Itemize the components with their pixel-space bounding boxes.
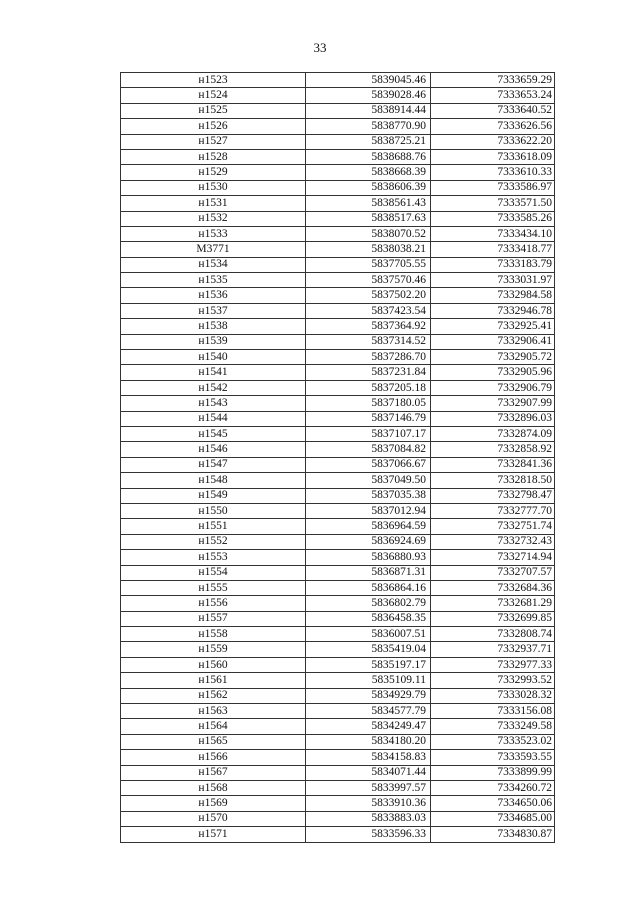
point-name-cell: н1542 [121,380,306,395]
table-row [121,226,555,241]
y-coordinate-cell: 7334830.87 [431,827,555,842]
table-row [121,457,555,472]
point-name-cell: н1568 [121,780,306,795]
table-row [121,657,555,672]
y-coordinate-cell: 7332905.72 [431,350,555,365]
x-coordinate-cell: 5838606.39 [306,180,431,195]
table-row [121,149,555,164]
point-name-cell: н1549 [121,488,306,503]
table-row [121,811,555,826]
point-name-cell: н1571 [121,827,306,842]
point-name-cell: н1543 [121,396,306,411]
x-coordinate-cell: 5839028.46 [306,88,431,103]
x-coordinate-cell: 5837502.20 [306,288,431,303]
table-row [121,611,555,626]
y-coordinate-cell: 7332984.58 [431,288,555,303]
y-coordinate-cell: 7333523.02 [431,734,555,749]
table-row [121,73,555,88]
coordinates-table [120,72,555,843]
point-name-cell: н1560 [121,657,306,672]
x-coordinate-cell: 5837314.52 [306,334,431,349]
y-coordinate-cell: 7333418.77 [431,242,555,257]
point-name-cell: н1524 [121,88,306,103]
table-row [121,704,555,719]
table-row [121,88,555,103]
point-name-cell: н1559 [121,642,306,657]
y-coordinate-cell: 7333031.97 [431,273,555,288]
point-name-cell: н1539 [121,334,306,349]
coordinates-table-body [121,73,555,843]
x-coordinate-cell: 5837231.84 [306,365,431,380]
table-row [121,365,555,380]
y-coordinate-cell: 7334260.72 [431,780,555,795]
point-name-cell: н1536 [121,288,306,303]
x-coordinate-cell: 5837035.38 [306,488,431,503]
point-name-cell: н1535 [121,273,306,288]
table-row [121,780,555,795]
point-name-cell: н1530 [121,180,306,195]
x-coordinate-cell: 5837012.94 [306,503,431,518]
table-row [121,180,555,195]
y-coordinate-cell: 7332946.78 [431,303,555,318]
y-coordinate-cell: 7332751.74 [431,519,555,534]
y-coordinate-cell: 7333659.29 [431,73,555,88]
table-row [121,750,555,765]
table-row [121,503,555,518]
y-coordinate-cell: 7333156.08 [431,704,555,719]
x-coordinate-cell: 5833997.57 [306,780,431,795]
x-coordinate-cell: 5836458.35 [306,611,431,626]
x-coordinate-cell: 5837066.67 [306,457,431,472]
point-name-cell: н1525 [121,103,306,118]
y-coordinate-cell: 7332798.47 [431,488,555,503]
table-row [121,396,555,411]
y-coordinate-cell: 7333610.33 [431,165,555,180]
x-coordinate-cell: 5836880.93 [306,550,431,565]
table-row [121,257,555,272]
y-coordinate-cell: 7333640.52 [431,103,555,118]
x-coordinate-cell: 5837049.50 [306,473,431,488]
x-coordinate-cell: 5835419.04 [306,642,431,657]
table-row [121,411,555,426]
table-row [121,242,555,257]
y-coordinate-cell: 7332841.36 [431,457,555,472]
point-name-cell: н1555 [121,580,306,595]
table-row [121,565,555,580]
table-row [121,673,555,688]
y-coordinate-cell: 7332777.70 [431,503,555,518]
x-coordinate-cell: 5834158.83 [306,750,431,765]
point-name-cell: н1551 [121,519,306,534]
point-name-cell: н1566 [121,750,306,765]
table-row [121,534,555,549]
point-name-cell: н1562 [121,688,306,703]
x-coordinate-cell: 5837146.79 [306,411,431,426]
x-coordinate-cell: 5835197.17 [306,657,431,672]
x-coordinate-cell: 5833883.03 [306,811,431,826]
point-name-cell: н1565 [121,734,306,749]
y-coordinate-cell: 7333249.58 [431,719,555,734]
y-coordinate-cell: 7333183.79 [431,257,555,272]
x-coordinate-cell: 5836964.59 [306,519,431,534]
y-coordinate-cell: 7333571.50 [431,196,555,211]
point-name-cell: н1544 [121,411,306,426]
y-coordinate-cell: 7332858.92 [431,442,555,457]
y-coordinate-cell: 7332907.99 [431,396,555,411]
x-coordinate-cell: 5836871.31 [306,565,431,580]
y-coordinate-cell: 7333593.55 [431,750,555,765]
x-coordinate-cell: 5837286.70 [306,350,431,365]
point-name-cell: н1541 [121,365,306,380]
x-coordinate-cell: 5834577.79 [306,704,431,719]
y-coordinate-cell: 7332732.43 [431,534,555,549]
point-name-cell: н1550 [121,503,306,518]
point-name-cell: н1531 [121,196,306,211]
x-coordinate-cell: 5835109.11 [306,673,431,688]
y-coordinate-cell: 7332684.36 [431,580,555,595]
x-coordinate-cell: 5839045.46 [306,73,431,88]
x-coordinate-cell: 5838770.90 [306,119,431,134]
x-coordinate-cell: 5838688.76 [306,149,431,164]
point-name-cell: М3771 [121,242,306,257]
table-row [121,119,555,134]
x-coordinate-cell: 5838038.21 [306,242,431,257]
x-coordinate-cell: 5837107.17 [306,426,431,441]
x-coordinate-cell: 5837364.92 [306,319,431,334]
point-name-cell: н1532 [121,211,306,226]
y-coordinate-cell: 7333626.56 [431,119,555,134]
y-coordinate-cell: 7333653.24 [431,88,555,103]
table-row [121,134,555,149]
table-row [121,103,555,118]
point-name-cell: н1548 [121,473,306,488]
point-name-cell: н1538 [121,319,306,334]
point-name-cell: н1558 [121,627,306,642]
x-coordinate-cell: 5833910.36 [306,796,431,811]
point-name-cell: н1554 [121,565,306,580]
table-row [121,303,555,318]
x-coordinate-cell: 5837084.82 [306,442,431,457]
x-coordinate-cell: 5838517.63 [306,211,431,226]
table-row [121,596,555,611]
y-coordinate-cell: 7332707.57 [431,565,555,580]
x-coordinate-cell: 5834180.20 [306,734,431,749]
point-name-cell: н1527 [121,134,306,149]
y-coordinate-cell: 7332993.52 [431,673,555,688]
y-coordinate-cell: 7333434.10 [431,226,555,241]
table-row [121,165,555,180]
table-row [121,473,555,488]
x-coordinate-cell: 5837180.05 [306,396,431,411]
table-row [121,627,555,642]
y-coordinate-cell: 7332905.96 [431,365,555,380]
table-row [121,196,555,211]
y-coordinate-cell: 7332896.03 [431,411,555,426]
table-row [121,688,555,703]
table-row [121,765,555,780]
x-coordinate-cell: 5836802.79 [306,596,431,611]
table-row [121,211,555,226]
point-name-cell: н1553 [121,550,306,565]
x-coordinate-cell: 5837423.54 [306,303,431,318]
y-coordinate-cell: 7332808.74 [431,627,555,642]
table-row [121,642,555,657]
y-coordinate-cell: 7333899.99 [431,765,555,780]
point-name-cell: н1556 [121,596,306,611]
y-coordinate-cell: 7332937.71 [431,642,555,657]
y-coordinate-cell: 7332977.33 [431,657,555,672]
point-name-cell: н1533 [121,226,306,241]
y-coordinate-cell: 7332818.50 [431,473,555,488]
point-name-cell: н1564 [121,719,306,734]
y-coordinate-cell: 7333618.09 [431,149,555,164]
table-row [121,273,555,288]
table-row [121,380,555,395]
y-coordinate-cell: 7332906.79 [431,380,555,395]
point-name-cell: н1523 [121,73,306,88]
y-coordinate-cell: 7334650.06 [431,796,555,811]
x-coordinate-cell: 5837705.55 [306,257,431,272]
point-name-cell: н1569 [121,796,306,811]
y-coordinate-cell: 7332925.41 [431,319,555,334]
x-coordinate-cell: 5838668.39 [306,165,431,180]
table-row [121,734,555,749]
x-coordinate-cell: 5837205.18 [306,380,431,395]
table-row [121,796,555,811]
point-name-cell: н1557 [121,611,306,626]
y-coordinate-cell: 7332874.09 [431,426,555,441]
y-coordinate-cell: 7332699.85 [431,611,555,626]
y-coordinate-cell: 7334685.00 [431,811,555,826]
point-name-cell: н1545 [121,426,306,441]
x-coordinate-cell: 5836924.69 [306,534,431,549]
point-name-cell: н1528 [121,149,306,164]
table-row [121,719,555,734]
table-row [121,426,555,441]
x-coordinate-cell: 5838070.52 [306,226,431,241]
x-coordinate-cell: 5838914.44 [306,103,431,118]
table-row [121,550,555,565]
point-name-cell: н1529 [121,165,306,180]
x-coordinate-cell: 5836007.51 [306,627,431,642]
table-row [121,519,555,534]
x-coordinate-cell: 5838725.21 [306,134,431,149]
page-number: 33 [313,40,327,55]
point-name-cell: н1563 [121,704,306,719]
y-coordinate-cell: 7332714.94 [431,550,555,565]
table-row [121,350,555,365]
x-coordinate-cell: 5833596.33 [306,827,431,842]
table-row [121,827,555,842]
point-name-cell: н1567 [121,765,306,780]
table-row [121,442,555,457]
point-name-cell: н1546 [121,442,306,457]
y-coordinate-cell: 7333028.32 [431,688,555,703]
point-name-cell: н1561 [121,673,306,688]
table-row [121,334,555,349]
point-name-cell: н1552 [121,534,306,549]
point-name-cell: н1570 [121,811,306,826]
table-row [121,288,555,303]
y-coordinate-cell: 7332681.29 [431,596,555,611]
point-name-cell: н1540 [121,350,306,365]
table-row [121,488,555,503]
x-coordinate-cell: 5834929.79 [306,688,431,703]
y-coordinate-cell: 7333586.97 [431,180,555,195]
x-coordinate-cell: 5837570.46 [306,273,431,288]
y-coordinate-cell: 7333622.20 [431,134,555,149]
point-name-cell: н1526 [121,119,306,134]
x-coordinate-cell: 5834071.44 [306,765,431,780]
x-coordinate-cell: 5836864.16 [306,580,431,595]
table-row [121,319,555,334]
x-coordinate-cell: 5834249.47 [306,719,431,734]
table-row [121,580,555,595]
point-name-cell: н1547 [121,457,306,472]
point-name-cell: н1537 [121,303,306,318]
point-name-cell: н1534 [121,257,306,272]
y-coordinate-cell: 7333585.26 [431,211,555,226]
y-coordinate-cell: 7332906.41 [431,334,555,349]
x-coordinate-cell: 5838561.43 [306,196,431,211]
